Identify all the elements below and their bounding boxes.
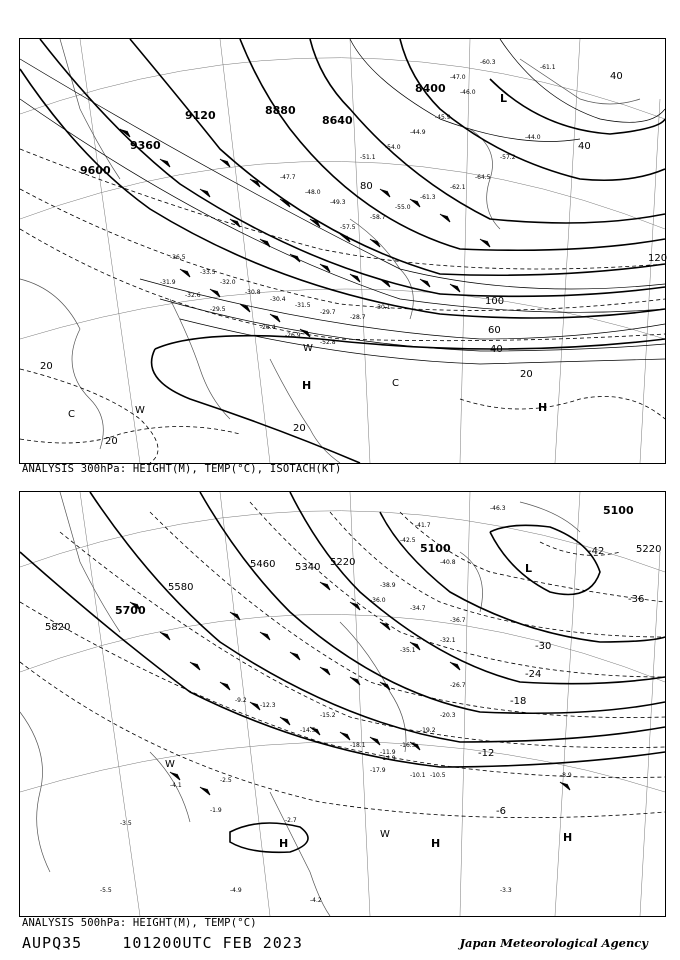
low-center-500: L [525, 562, 533, 575]
isotach-label-40b: 40 [578, 141, 591, 152]
station-temp-label: -15.2 [320, 712, 336, 719]
height-label-9360: 9360 [130, 139, 161, 152]
station-temp-label: -33.5 [200, 269, 216, 276]
high-center-500: H [279, 837, 289, 850]
isotherm-label-m18: -18 [510, 696, 527, 707]
height-label-5820: 5820 [45, 622, 71, 633]
agency-credit: Japan Meteorological Agency [459, 936, 648, 950]
station-temp-label: -42.5 [400, 537, 416, 544]
station-temp-label: -41.7 [415, 522, 431, 529]
station-temp-label: -29.5 [210, 306, 226, 313]
high-center-300: H [302, 379, 312, 392]
isotach-label-80: 80 [360, 181, 373, 192]
station-temp-label: -58.7 [370, 214, 386, 221]
station-temp-label: -36.5 [170, 254, 186, 261]
isotach-label-60: 60 [488, 325, 501, 336]
valid-time: 101200UTC FEB 2023 [122, 934, 303, 952]
height-contours-300 [20, 39, 668, 463]
station-temp-label: -40.8 [440, 559, 456, 566]
station-temp-label: -49.3 [330, 199, 346, 206]
station-temp-label: -11.9 [380, 749, 396, 756]
isotherm-label-m42: -42 [588, 546, 605, 557]
map-panel-500hpa [19, 491, 666, 917]
station-temp-label: -26.7 [450, 682, 466, 689]
station-temp-label: -31.9 [160, 279, 176, 286]
cold-center-300: C [68, 409, 75, 420]
coastlines-500 [20, 492, 580, 916]
station-temp-label: -32.1 [440, 637, 456, 644]
station-temp-label: -47.0 [450, 74, 466, 81]
station-temp-label: -55.0 [395, 204, 411, 211]
station-temp-label: -31.5 [295, 302, 311, 309]
warm-center-500: W [165, 759, 175, 770]
station-temp-label: -34.7 [410, 605, 426, 612]
station-temp-label: -35.1 [400, 647, 416, 654]
station-temp-label: -2.5 [220, 777, 232, 784]
height-label-5340: 5340 [295, 562, 321, 573]
station-temp-label: -38.9 [380, 582, 396, 589]
isotherm-label-m36: -36 [628, 594, 645, 605]
station-temp-label: -46.0 [460, 89, 476, 96]
station-temp-label: -3.5 [120, 820, 132, 827]
station-temp-label: -20.3 [440, 712, 456, 719]
isotach-label-20d: 20 [293, 423, 306, 434]
height-label-9120: 9120 [185, 109, 216, 122]
station-temp-label: -30.8 [245, 289, 261, 296]
station-temp-label: -1.9 [210, 807, 222, 814]
station-temp-label: -64.5 [475, 174, 491, 181]
station-temp-label: -18.1 [350, 742, 366, 749]
height-label-5580: 5580 [168, 582, 194, 593]
height-label-5220b: 5220 [636, 544, 662, 555]
map-panel-300hpa [19, 38, 666, 464]
coastlines-300 [20, 39, 640, 463]
station-temp-label: -52.8 [320, 339, 336, 346]
station-temp-label: -32.6 [185, 292, 201, 299]
caption-500hpa: ANALYSIS 500hPa: HEIGHT(M), TEMP(°C) [22, 917, 257, 929]
isotach-label-100: 100 [485, 296, 505, 307]
height-label-8400: 8400 [415, 82, 446, 95]
station-temp-label: -44.9 [410, 129, 426, 136]
station-temp-label: -48.0 [305, 189, 321, 196]
graticule-300 [20, 39, 668, 463]
station-temp-label: -2.7 [285, 817, 297, 824]
station-temp-label: -51.1 [360, 154, 376, 161]
caption-300hpa: ANALYSIS 300hPa: HEIGHT(M), TEMP(°C), ISOTACH(KT) [22, 463, 342, 475]
station-temp-label: -4.9 [230, 887, 242, 894]
height-label-8880: 8880 [265, 104, 296, 117]
isotherm-label-m24: -24 [525, 669, 542, 680]
isotach-label-40: 40 [490, 344, 503, 355]
station-temp-label: -36.7 [450, 617, 466, 624]
station-temp-label: -17.9 [370, 767, 386, 774]
station-temp-label: -5.5 [100, 887, 112, 894]
station-temp-label: -29.7 [320, 309, 336, 316]
height-label-5220: 5220 [330, 557, 356, 568]
isotach-label-20: 20 [40, 361, 53, 372]
high-center-500c: H [563, 831, 573, 844]
warm-center-300: W [303, 343, 313, 354]
chart-id-and-time [22, 934, 303, 952]
chart-id: AUPQ35 [22, 934, 83, 952]
station-temp-label: -30.4 [270, 296, 286, 303]
warm-center-300b: W [135, 405, 145, 416]
isotherms-500 [20, 502, 665, 818]
station-temp-label: -10.1 [410, 772, 426, 779]
isotach-label-40c: 40 [610, 71, 623, 82]
station-temp-label: -14.9 [380, 755, 396, 762]
station-temp-label: -61.1 [540, 64, 556, 71]
height-label-8640: 8640 [322, 114, 353, 127]
height-label-5100: 5100 [420, 542, 451, 555]
height-label-5700: 5700 [115, 604, 146, 617]
station-temp-label: -19.2 [420, 727, 436, 734]
cold-center-300b: C [392, 378, 399, 389]
station-temp-label: -36.0 [370, 597, 386, 604]
station-temp-label: -30.1 [375, 304, 391, 311]
station-temp-label: -28.7 [350, 314, 366, 321]
warm-center-500b: W [380, 829, 390, 840]
station-temp-label: -16.5 [400, 742, 416, 749]
height-label-9600: 9600 [80, 164, 111, 177]
map-500hpa-chart [20, 492, 665, 916]
low-center-300: L [500, 92, 508, 105]
station-temp-label: -9.2 [235, 697, 247, 704]
station-temp-label: -57.2 [500, 154, 516, 161]
station-temp-label: -32.0 [220, 279, 236, 286]
station-temp-label: -47.7 [280, 174, 296, 181]
isotherm-label-m6: -6 [496, 806, 506, 817]
station-temp-label: -10.5 [430, 772, 446, 779]
isotach-label-20c: 20 [520, 369, 533, 380]
station-temp-label: -61.3 [420, 194, 436, 201]
station-temp-label: -8.9 [560, 772, 572, 779]
station-temp-label: -62.1 [450, 184, 466, 191]
map-300hpa-chart [20, 39, 668, 463]
station-temp-label: -54.0 [385, 144, 401, 151]
graticule-500 [20, 492, 665, 916]
station-temp-label: -3.3 [500, 887, 512, 894]
station-temp-label: -4.1 [170, 782, 182, 789]
height-label-5100b: 5100 [603, 504, 634, 517]
station-temp-label: -57.5 [340, 224, 356, 231]
isotherm-label-m12: -12 [478, 748, 495, 759]
height-label-5460: 5460 [250, 559, 276, 570]
isotach-label-120: 120 [648, 253, 668, 264]
isotherms-300 [20, 149, 668, 463]
isotherm-label-m30: -30 [535, 641, 552, 652]
station-temp-label: -44.0 [525, 134, 541, 141]
station-temp-label: -45.9 [435, 114, 451, 121]
height-contours-500 [20, 492, 665, 852]
high-center-500b: H [431, 837, 441, 850]
station-temp-label: -12.3 [260, 702, 276, 709]
station-temp-label: -46.3 [490, 505, 506, 512]
station-temp-label: -14.5 [300, 727, 316, 734]
isotach-label-20b: 20 [105, 436, 118, 447]
station-temp-label: -28.4 [260, 324, 276, 331]
station-temp-label: -26.9 [285, 332, 301, 339]
station-temp-label: -4.2 [310, 897, 322, 904]
station-temp-label: -60.3 [480, 59, 496, 66]
high-center-300b: H [538, 401, 548, 414]
